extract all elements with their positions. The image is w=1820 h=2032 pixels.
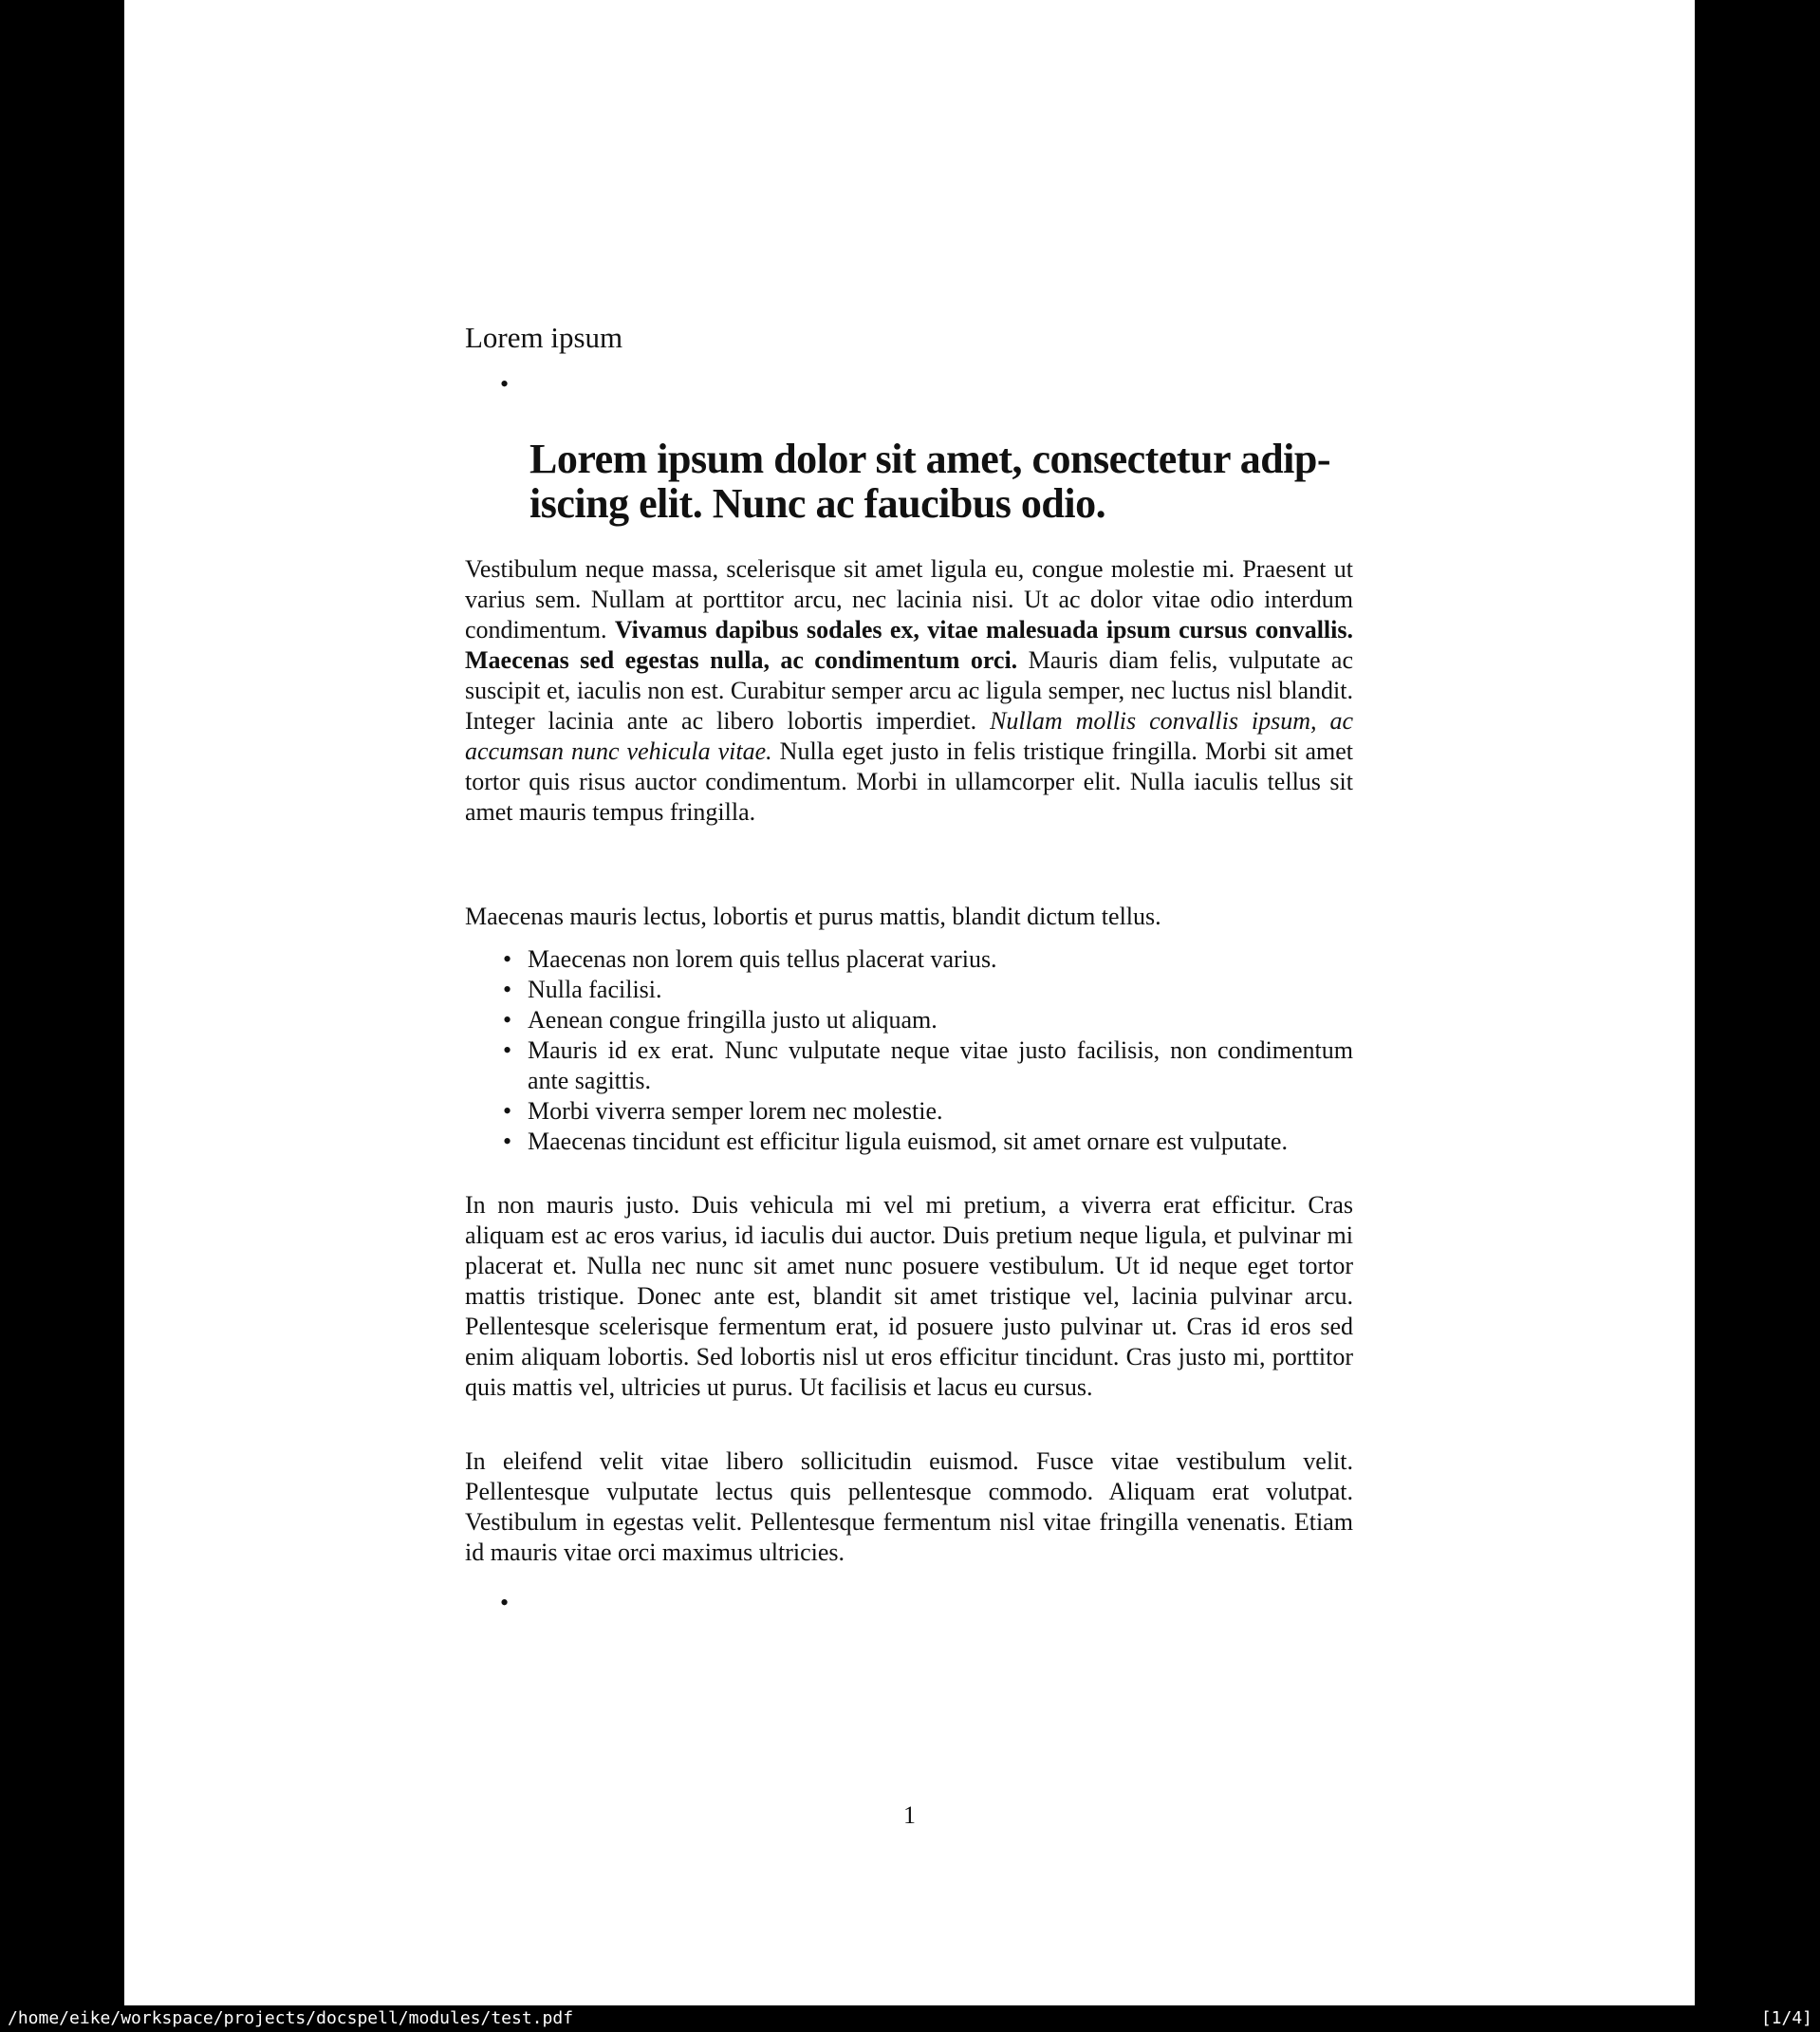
page-number: 1 <box>903 1801 916 1829</box>
bullet-icon: • <box>500 370 510 398</box>
document-page[interactable] <box>124 0 1695 2032</box>
paragraph-4: In eleifend velit vitae libero sollicitudin euismod. Fusce vitae vestibulum velit. Pellentesque vulputate lectus quis pellentesque commodo. Aliquam erat volutpat. Vestibulum in egestas velit. Pellentesque fermentum nisl vitae fringilla venenatis. Etiam id mauris vitae orci maximus ultricies. <box>465 1447 1353 1566</box>
text-segment-italic: Nullam mollis convallis ipsum, ac accumsan nunc vehicula vitae. <box>465 707 1353 765</box>
list-item-text: Maecenas tincidunt est efficitur ligula euismod, sit amet ornare est vulputate. <box>528 1128 1288 1155</box>
list-item <box>465 1035 1353 1096</box>
list-item-text: Nulla facilisi. <box>528 976 662 1003</box>
status-bar <box>0 2005 1820 2032</box>
list-item-text: Maecenas non lorem quis tellus placerat varius. <box>528 945 997 973</box>
text-segment-normal: Vestibulum neque massa, scelerisque sit amet ligula eu, congue molestie mi. Praesent ut varius sem. Nullam at porttitor arcu, nec lacinia nisi. Ut ac dolor vitae odio interdum condimentum. <box>465 555 1353 643</box>
list-item <box>465 944 1353 975</box>
list-item-text: Morbi viverra semper lorem nec molestie. <box>528 1097 943 1125</box>
paragraph-1 <box>465 554 1353 828</box>
text-segment-normal: Nulla eget justo in felis tristique fringilla. Morbi sit amet tortor quis risus auctor condimentum. Morbi in ullamcorper elit. Nulla iaculis tellus sit amet mauris tempus fringilla. <box>465 737 1353 826</box>
bullet-icon: • <box>503 1036 512 1064</box>
list-item-text: Mauris id ex erat. Nunc vulputate neque vitae justo facilisis, non condimentum ante sagittis. <box>528 1036 1353 1094</box>
paragraph-3: In non mauris justo. Duis vehicula mi vel mi pretium, a viverra erat efficitur. Cras aliquam est ac eros varius, id iaculis dui auctor. Duis pretium neque ligula, et pulvinar mi placerat et. Nulla nec nunc sit amet nunc posuere vestibulum. Ut id neque eget tortor mattis tristique. Donec ante est, blandit sit amet tristique vel, lacinia pulvinar arcu. Pellentesque scelerisque fermentum erat, id posuere justo pulvinar ut. Cras id eros sed enim aliquam lobortis. Sed lobortis nisl ut eros efficitur tincidunt. Cras justo mi, porttitor quis mattis vel, ultricies ut purus. Ut facilisis et lacus eu cursus. <box>465 1191 1353 1401</box>
bullet-icon: • <box>500 1589 510 1616</box>
bullet-icon: • <box>503 1128 512 1155</box>
bullet-list <box>465 944 1353 1157</box>
bullet-icon: • <box>503 976 512 1003</box>
paragraph-2: Maecenas mauris lectus, lobortis et purus mattis, blandit dictum tellus. <box>465 903 1161 930</box>
text-segment-bold: Vivamus dapibus sodales ex, vitae malesuada ipsum cursus convallis. Maecenas sed egestas nulla, ac condimentum orci. <box>465 616 1353 674</box>
heading-line-2: iscing elit. Nunc ac faucibus odio. <box>529 480 1106 527</box>
document-intro-label: Lorem ipsum <box>465 321 623 354</box>
bullet-icon: • <box>503 945 512 973</box>
text-segment-normal: Mauris diam felis, vulputate ac suscipit et, iaculis non est. Curabitur semper arcu ac ligula semper, nec luctus nisl blandit. Integer lacinia ante ac libero lobortis imperdiet. <box>465 646 1353 735</box>
status-bar-file-path: /home/eike/workspace/projects/docspell/modules/test.pdf <box>8 2008 574 2028</box>
list-item-text: Aenean congue fringilla justo ut aliquam. <box>528 1006 938 1034</box>
list-item <box>465 1127 1353 1157</box>
list-item <box>465 1005 1353 1035</box>
list-item <box>465 1096 1353 1127</box>
bullet-icon: • <box>503 1097 512 1125</box>
heading-line-1: Lorem ipsum dolor sit amet, consectetur adip- <box>529 436 1331 482</box>
bullet-icon: • <box>503 1006 512 1034</box>
list-item <box>465 975 1353 1005</box>
status-bar-page-indicator: [1/4] <box>1760 2008 1812 2028</box>
document-heading <box>529 437 1384 526</box>
